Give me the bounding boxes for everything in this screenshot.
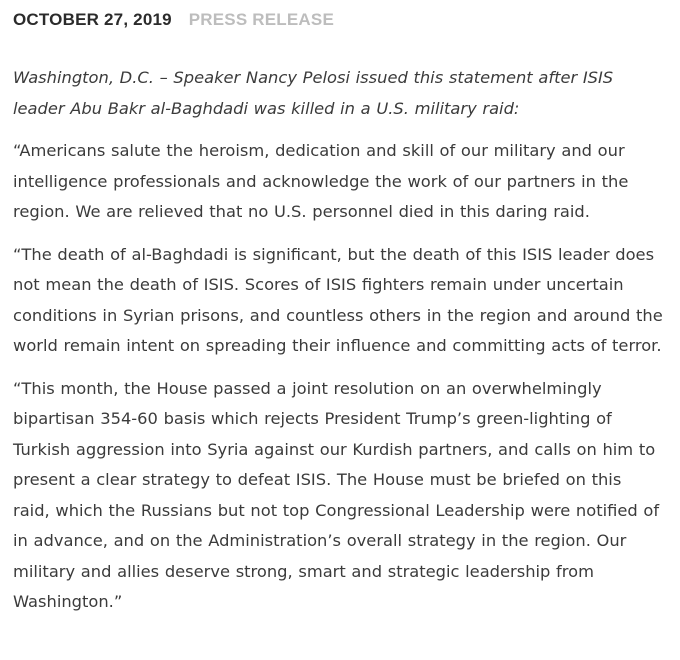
publish-date: OCTOBER 27, 2019 xyxy=(13,10,172,29)
paragraph-1: “Americans salute the heroism, dedication and skill of our military and our intelligence professionals and acknowledge the work of our partners in the region. We are relieved that no U.S. personnel died in this daring raid. xyxy=(13,141,629,221)
paragraph-2: “The death of al-Baghdadi is significant, but the death of this ISIS leader does not mean the death of ISIS. Scores of ISIS fighters remain under uncertain conditions in Syrian prisons, and countless others in the region and around the world remain intent on spreading their influence and committing acts of terror. xyxy=(13,244,663,355)
intro-paragraph: Washington, D.C. – Speaker Nancy Pelosi issued this statement after ISIS leader Abu Bakr al-Baghdadi was killed in a U.S. military raid: xyxy=(13,68,614,118)
paragraph-3: “This month, the House passed a joint resolution on an overwhelmingly bipartisan 354-60 basis which rejects President Trump’s green-lighting of Turkish aggression into Syria against our Kurdish partners, and calls on him to present a clear strategy to defeat ISIS. The House must be briefed on this raid, which the Russians but not top Congressional Leadership were notified of in advance, and on the Administration’s overall strategy in the region. Our military and allies deserve strong, smart and strategic leadership from Washington.” xyxy=(13,378,660,611)
article-header xyxy=(13,10,334,30)
category-label: PRESS RELEASE xyxy=(188,10,334,29)
article-body xyxy=(13,63,663,630)
